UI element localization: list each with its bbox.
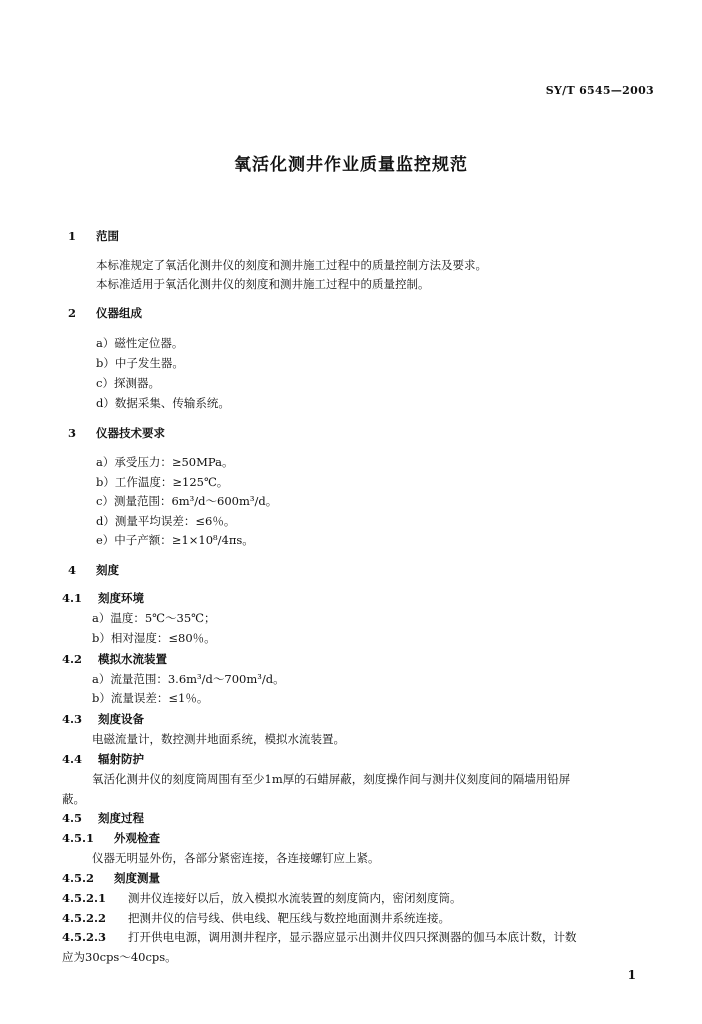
section-3-heading xyxy=(68,425,165,441)
section-title: 刻度 xyxy=(96,563,119,577)
clause-text: 打开供电电源，调用测井程序，显示器应显示出测井仪四只探测器的伽马本底计数，计数 xyxy=(128,930,577,944)
section-number: 3 xyxy=(68,426,77,440)
list-item: d）测量平均误差：≤6％。 xyxy=(96,514,236,528)
list-item: b）流量误差：≤1％。 xyxy=(92,691,209,705)
paragraph: 氧活化测井仪的刻度筒周围有至少1m厚的石蜡屏蔽，刻度操作间与测井仪刻度间的隔墙用铅屏 xyxy=(92,772,571,786)
section-number: 4 xyxy=(68,563,77,577)
section-4-5-2-heading xyxy=(62,870,160,886)
paragraph: 仪器无明显外伤，各部分紧密连接，各连接螺钉应上紧。 xyxy=(92,851,380,865)
clause-number: 4.5.2.3 xyxy=(62,930,107,944)
paragraph: 电磁流量计，数控测井地面系统，模拟水流装置。 xyxy=(92,732,345,746)
section-4-3-heading xyxy=(62,711,144,727)
list-item: b）中子发生器。 xyxy=(96,356,184,370)
section-number: 4.5.1 xyxy=(62,831,95,845)
section-title: 模拟水流装置 xyxy=(98,652,167,666)
section-title: 刻度测量 xyxy=(114,871,160,885)
section-number: 4.2 xyxy=(62,652,83,666)
section-number: 1 xyxy=(68,229,77,243)
list-item: d）数据采集、传输系统。 xyxy=(96,396,230,410)
section-4-2-heading xyxy=(62,651,167,667)
clause-4-5-2-2 xyxy=(62,910,450,926)
document-code: SY/T 6545—2003 xyxy=(545,84,654,97)
list-item: a）磁性定位器。 xyxy=(96,336,184,350)
paragraph: 本标准适用于氧活化测井仪的刻度和测井施工过程中的质量控制。 xyxy=(96,277,430,291)
section-number: 4.5 xyxy=(62,811,83,825)
paragraph: 本标准规定了氧活化测井仪的刻度和测井施工过程中的质量控制方法及要求。 xyxy=(96,258,487,272)
paragraph-continuation: 蔽。 xyxy=(62,792,85,806)
list-item: a）流量范围：3.6m³/d～700m³/d。 xyxy=(92,672,285,686)
section-title: 范围 xyxy=(96,229,119,243)
clause-text: 测井仪连接好以后，放入模拟水流装置的刻度筒内，密闭刻度筒。 xyxy=(128,891,462,905)
list-item: b）相对湿度：≤80％。 xyxy=(92,631,216,645)
section-4-5-heading xyxy=(62,810,144,826)
clause-continuation: 应为30cps～40cps。 xyxy=(62,950,177,964)
section-number: 4.4 xyxy=(62,752,83,766)
section-4-4-heading xyxy=(62,751,144,767)
clause-text: 把测井仪的信号线、供电线、靶压线与数控地面测井系统连接。 xyxy=(128,911,450,925)
section-number: 4.1 xyxy=(62,591,83,605)
list-item: c）测量范围：6m³/d～600m³/d。 xyxy=(96,494,278,508)
list-item: a）承受压力：≥50MPa。 xyxy=(96,455,234,469)
section-title: 仪器技术要求 xyxy=(96,426,165,440)
section-2-heading xyxy=(68,305,142,321)
section-title: 仪器组成 xyxy=(96,306,142,320)
page-number: 1 xyxy=(627,968,636,982)
list-item: c）探测器。 xyxy=(96,376,160,390)
clause-4-5-2-1 xyxy=(62,890,462,906)
document-title: 氧活化测井作业质量监控规范 xyxy=(234,155,468,175)
section-number: 2 xyxy=(68,306,77,320)
clause-number: 4.5.2.1 xyxy=(62,891,107,905)
list-item: e）中子产额：≥1×10⁸/4πs。 xyxy=(96,533,254,547)
list-item: b）工作温度：≥125℃。 xyxy=(96,475,229,489)
section-number: 4.5.2 xyxy=(62,871,95,885)
section-title: 辐射防护 xyxy=(98,752,144,766)
clause-4-5-2-3 xyxy=(62,929,577,945)
clause-number: 4.5.2.2 xyxy=(62,911,107,925)
section-title: 刻度环境 xyxy=(98,591,144,605)
section-4-5-1-heading xyxy=(62,830,160,846)
section-title: 刻度设备 xyxy=(98,712,144,726)
section-4-1-heading xyxy=(62,590,144,606)
section-1-heading xyxy=(68,228,119,244)
section-title: 外观检查 xyxy=(114,831,160,845)
section-4-heading xyxy=(68,562,119,578)
section-number: 4.3 xyxy=(62,712,83,726)
list-item: a）温度：5℃～35℃； xyxy=(92,611,216,625)
section-title: 刻度过程 xyxy=(98,811,144,825)
